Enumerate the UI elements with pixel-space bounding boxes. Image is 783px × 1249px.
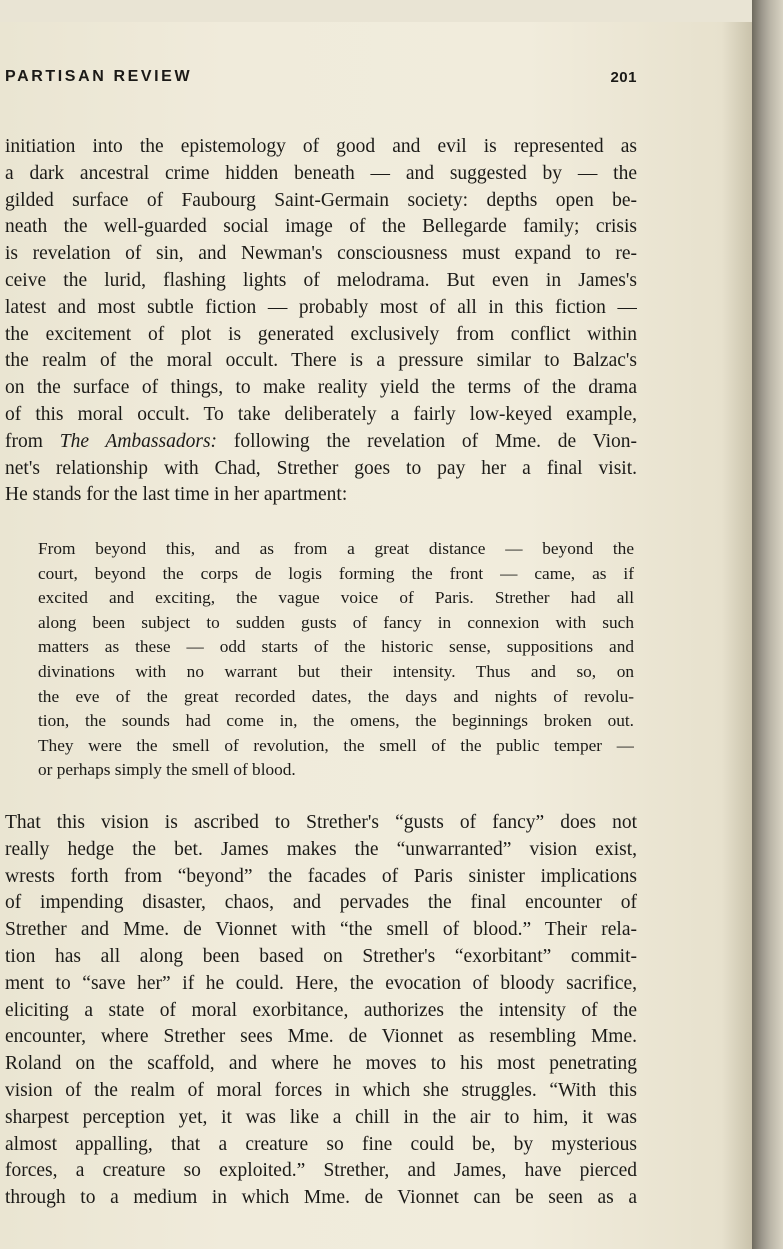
quote-line: or perhaps simply the smell of blood. <box>38 760 296 780</box>
block-quote <box>38 537 634 783</box>
text-line: of this moral occult. To take deliberately a fairly low-keyed example, <box>5 403 637 425</box>
quote-line: excited and exciting, the vague voice of Paris. Strether had all <box>38 588 634 608</box>
quote-line: matters as these — odd starts of the historic sense, suppositions and <box>38 637 634 657</box>
text-line: sharpest perception yet, it was like a chill in the air to him, it was <box>5 1106 637 1128</box>
text-line <box>5 429 637 456</box>
text-line: Strether and Mme. de Vionnet with “the smell of blood.” Their rela- <box>5 919 637 941</box>
text-line: almost appalling, that a creature so fine could be, by mysterious <box>5 1133 637 1155</box>
quote-line: court, beyond the corps de logis forming the front — came, as if <box>38 563 634 583</box>
text-line: of impending disaster, chaos, and pervades the final encounter of <box>5 892 637 914</box>
text-line: ment to “save her” if he could. Here, the evocation of bloody sacrifice, <box>5 972 637 994</box>
text-line: is revelation of sin, and Newman's consciousness must expand to re- <box>5 243 637 265</box>
running-title: PARTISAN REVIEW <box>5 68 193 85</box>
text-line: initiation into the epistemology of good and evil is represented as <box>5 136 637 157</box>
text-line: wrests forth from “beyond” the facades of Paris sinister implications <box>5 865 637 887</box>
text-line: the realm of the moral occult. There is a pressure similar to Balzac's <box>5 350 637 372</box>
text-line: through to a medium in which Mme. de Vionnet can be seen as a <box>5 1187 637 1209</box>
quote-line: divinations with no warrant but their intensity. Thus and so, on <box>38 661 634 681</box>
text-line: tion has all along been based on Strether's “exorbitant” commit- <box>5 945 637 967</box>
text-line: the excitement of plot is generated exclusively from conflict within <box>5 323 637 345</box>
text-fragment: from <box>5 430 60 452</box>
text-line: He stands for the last time in her apartment: <box>5 484 348 506</box>
quote-line: tion, the sounds had come in, the omens, the beginnings broken out. <box>38 711 634 731</box>
page-number: 201 <box>610 69 637 86</box>
book-title-italic: The Ambassadors: <box>59 430 218 452</box>
text-line: ceive the lurid, flashing lights of melodrama. But even in James's <box>5 269 637 291</box>
text-line: That this vision is ascribed to Strether's “gusts of fancy” does not <box>5 812 637 833</box>
text-line: Roland on the scaffold, and where he moves to his most penetrating <box>5 1053 637 1075</box>
text-line: gilded surface of Faubourg Saint-Germain society: depths open be- <box>5 189 637 211</box>
text-line: a dark ancestral crime hidden beneath — and suggested by — the <box>5 162 637 184</box>
text-fragment: following the revelation of Mme. de Vion- <box>217 430 637 452</box>
text-line: latest and most subtle fiction — probably most of all in this fiction — <box>5 296 637 318</box>
body-paragraph-1 <box>5 134 637 509</box>
text-line: encounter, where Strether sees Mme. de Vionnet as resembling Mme. <box>5 1026 637 1048</box>
text-line: neath the well-guarded social image of the Bellegarde family; crisis <box>5 216 637 238</box>
text-line: really hedge the bet. James makes the “unwarranted” vision exist, <box>5 838 637 860</box>
text-line: eliciting a state of moral exorbitance, authorizes the intensity of the <box>5 999 637 1021</box>
text-line: forces, a creature so exploited.” Strether, and James, have pierced <box>5 1160 637 1182</box>
quote-line: They were the smell of revolution, the smell of the public temper — <box>38 735 634 755</box>
page-gutter-shadow <box>752 0 783 1249</box>
text-line: net's relationship with Chad, Strether goes to pay her a final visit. <box>5 457 637 479</box>
body-paragraph-2 <box>5 810 637 1212</box>
text-line: on the surface of things, to make reality yield the terms of the drama <box>5 377 637 399</box>
text-line: vision of the realm of moral forces in which she struggles. “With this <box>5 1079 637 1101</box>
quote-line: the eve of the great recorded dates, the days and nights of revolu- <box>38 686 634 706</box>
quote-line: along been subject to sudden gusts of fancy in connexion with such <box>38 612 634 632</box>
page-header <box>5 66 637 90</box>
quote-line: From beyond this, and as from a great distance — beyond the <box>38 539 634 558</box>
